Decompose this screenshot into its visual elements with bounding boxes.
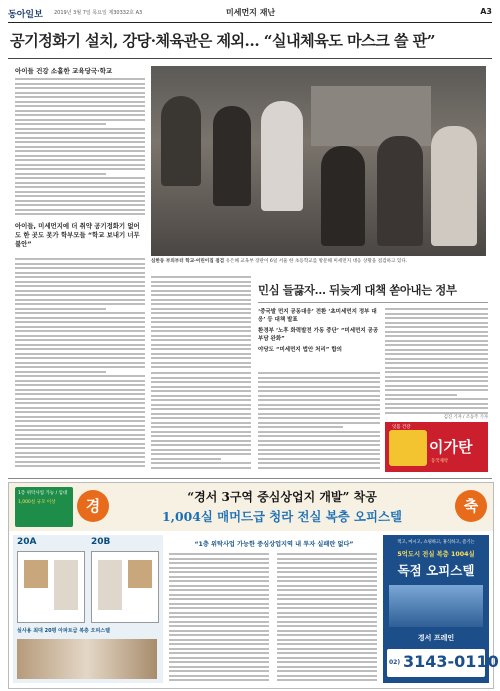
plan-b-label: 20B bbox=[91, 537, 111, 547]
igatan-ad bbox=[385, 422, 488, 472]
middle-headline-rule bbox=[258, 302, 488, 303]
section-title: 미세먼지 재난 bbox=[226, 8, 276, 17]
middle-headline: 민심 들끓자… 뒤늦게 대책 쏟아내는 정부 bbox=[258, 283, 457, 297]
main-headline: 공기정화기 설치, 강당·체육관은 제외… “실내체육도 마스크 쓸 판” bbox=[10, 32, 435, 50]
igatan-tagline: 잇몸 건강 bbox=[392, 425, 411, 430]
ad-banner bbox=[9, 483, 493, 531]
right-article-text bbox=[385, 308, 488, 418]
ad-right-photo bbox=[389, 585, 483, 627]
middle-bullets bbox=[258, 308, 380, 354]
masthead bbox=[8, 6, 492, 22]
igatan-subtitle: 동국제약 bbox=[431, 459, 448, 464]
ad-center-title: “1층 위탁사업 가능한 중심상업지역 내 투자 실패란 없다” bbox=[194, 541, 354, 548]
floor-plans bbox=[13, 535, 163, 683]
ad-phone: 3143-0110 bbox=[403, 652, 499, 671]
middle-bullet-3: 야당도 “미세먼지 법안 처리” 합의 bbox=[258, 347, 342, 353]
plan-a-drawing bbox=[17, 551, 85, 623]
ad-separator bbox=[8, 478, 492, 479]
left-article-text-1 bbox=[15, 78, 145, 218]
ad-badge-left: 경 bbox=[77, 490, 109, 522]
ad-right-big: 독점 오피스텔 bbox=[397, 563, 475, 578]
date-line: 2019년 3월 7일 목요일 제30332호 A3 bbox=[54, 10, 143, 16]
page-number: A3 bbox=[480, 7, 492, 16]
ad-phone-prefix: 02) bbox=[389, 659, 401, 666]
photo-caption bbox=[151, 259, 486, 265]
masthead-rule bbox=[8, 22, 492, 23]
middle-article-text-1b bbox=[151, 372, 251, 472]
ad-badge-right: 축 bbox=[455, 490, 487, 522]
ad-brand: 경서 프레인 bbox=[417, 634, 455, 642]
ad-left-box bbox=[15, 487, 73, 527]
ad-phone-box bbox=[387, 649, 499, 677]
ad-left-box-title: 1층 위탁사업 가능 / 임대 bbox=[18, 491, 68, 496]
igatan-title: 이가탄 bbox=[429, 438, 473, 456]
left-subhead: 아이들, 미세먼지에 더 취약 공기정화기 없어도 한 곳도 못가 학부모들 “학교 보내기 너무 불안” bbox=[15, 222, 140, 248]
ad-headline-2: 1,004실 매머드급 청라 전실 복층 오피스텔 bbox=[162, 509, 402, 524]
paper-name: 동아일보 bbox=[8, 10, 43, 20]
photo-caption-title: 심한동 부의부터 학교·어린이집 점검 bbox=[151, 259, 225, 264]
igatan-product bbox=[389, 430, 427, 466]
photo-caption-body: 유은혜 교육부 장관이 6일 서울 한 초등학교를 방문해 미세먼지 대응 상황을 점검하고 있다. bbox=[225, 259, 408, 264]
ad-headline-1: “경서 3구역 중심상업지 개발” 착공 bbox=[187, 490, 377, 504]
ad-center-text-left bbox=[169, 553, 269, 681]
ad-right-block bbox=[383, 535, 499, 683]
middle-bullet-2: 환경부 ‘노후 화력발전 가동 중단’ “미세먼지 공공 부담 완화” bbox=[258, 328, 379, 342]
bottom-ad bbox=[8, 482, 499, 689]
deck-title: 아이들 건강 소홀한 교육당국·학교 bbox=[15, 67, 113, 75]
plan-b-drawing bbox=[91, 551, 159, 623]
ad-center-text-right bbox=[277, 553, 377, 681]
ad-right-top-1: 먹고, 마시고, 쇼핑하고, 휴식하고, 즐기는 bbox=[397, 540, 475, 545]
plan-a-label: 20A bbox=[17, 537, 37, 547]
plan-interior-photos bbox=[17, 639, 157, 679]
byline: 김진 기자 / 조동주 기자 bbox=[443, 415, 488, 420]
left-article-text-2 bbox=[15, 258, 145, 468]
middle-article-text-2 bbox=[258, 372, 380, 472]
headline-rule bbox=[8, 58, 492, 59]
ad-left-box-sub: 1,000실 규모 이상 bbox=[18, 500, 56, 505]
middle-article-text-1 bbox=[151, 276, 251, 371]
ad-right-top-2: 5억도시 전실 복층 1004실 bbox=[397, 551, 475, 558]
plan-caption: 실사용 최대 20평 아파트급 복층 오피스텔 bbox=[17, 628, 110, 634]
middle-bullet-1: ‘중국발 먼지 공동대응’ 전환 ‘초미세먼지 정부 대응’ 등 대책 발표 bbox=[258, 309, 377, 323]
news-photo bbox=[151, 66, 486, 256]
